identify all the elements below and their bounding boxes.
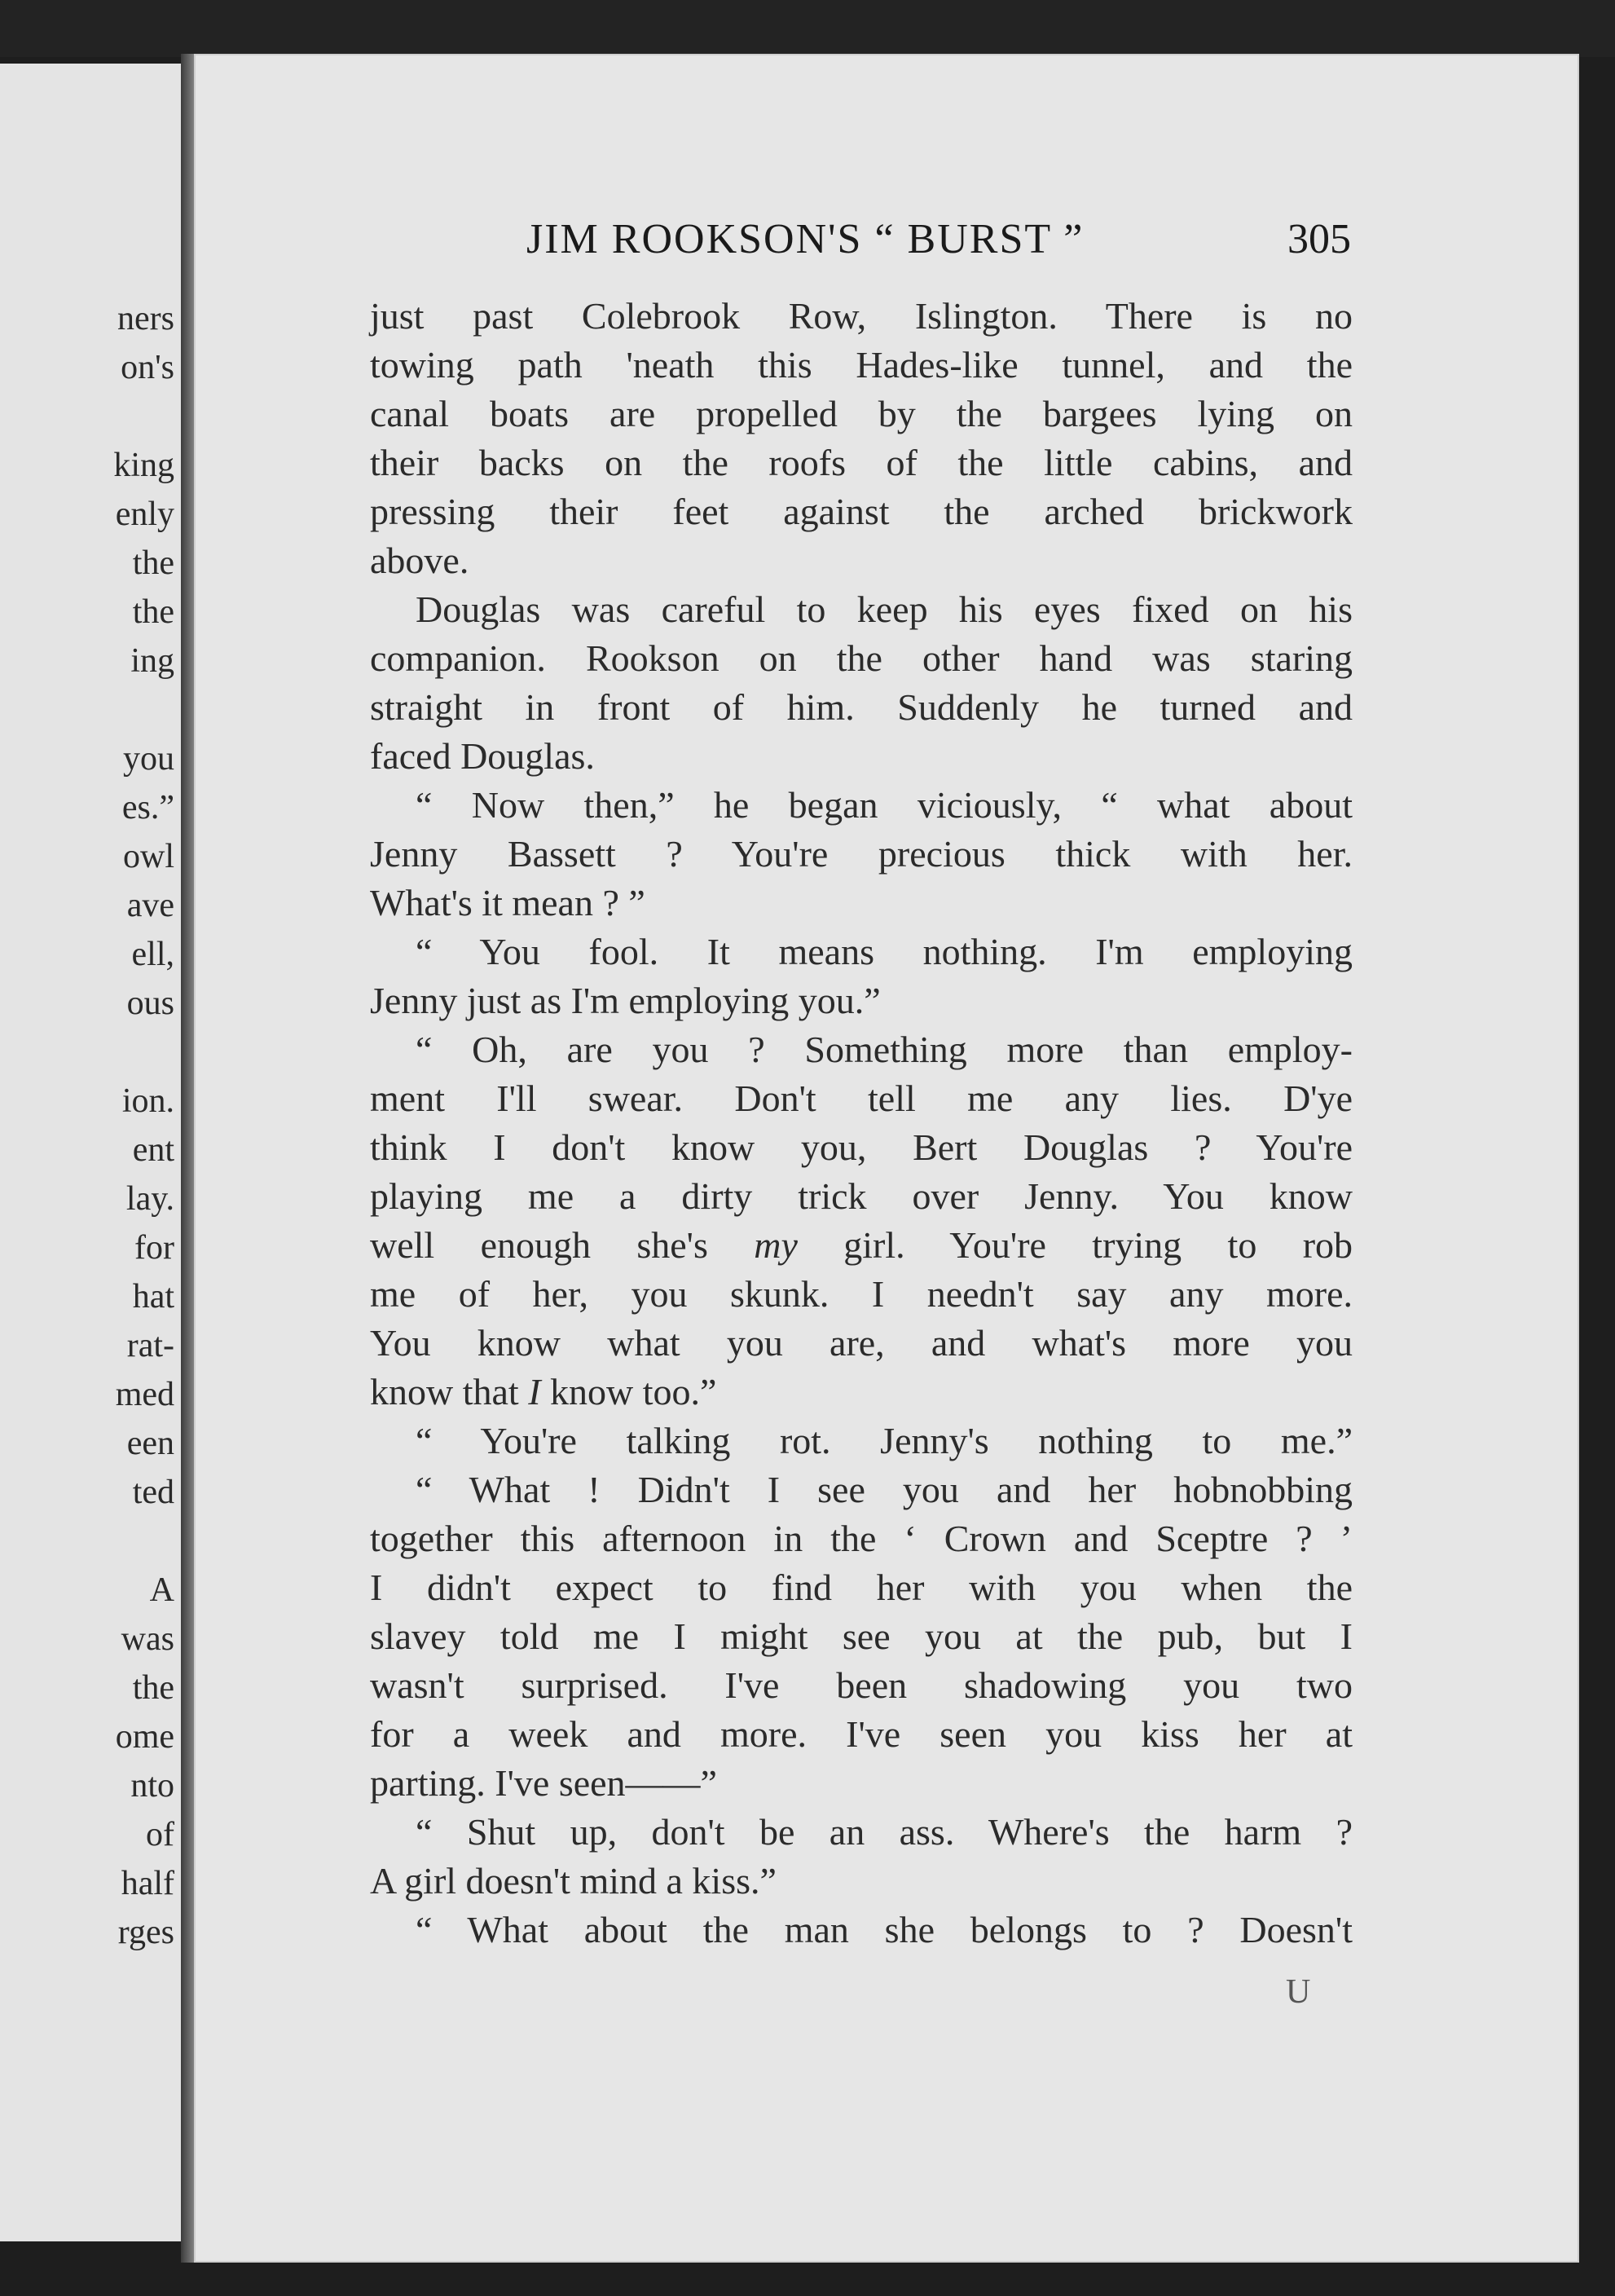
text-line: just past Colebrook Row, Islington. There is no [370,295,1353,337]
text-line: companion. Rookson on the other hand was staring [370,637,1353,679]
facing-page-fragment: lay. [125,1180,174,1218]
italic-text: I [528,1371,541,1412]
text-line: Douglas was careful to keep his eyes fixed on his [416,588,1353,630]
facing-page-fragment: the [132,593,174,631]
facing-page-fragment: for [134,1229,174,1267]
facing-page-fragment: enly [115,496,174,533]
text-line: canal boats are propelled by the bargees lying on [370,393,1353,434]
text-line: faced Douglas. [370,735,595,777]
text-line: for a week and more. I've seen you kiss her at [370,1713,1353,1755]
facing-page-fragment: ted [132,1474,174,1511]
text-segment: well enough she's [370,1224,708,1266]
facing-page-fragment: was [121,1620,174,1658]
signature-mark: U [1286,1973,1311,2011]
text-line: their backs on the roofs of the little cabins, and [370,442,1353,483]
text-line: wasn't surprised. I've been shadowing you two [370,1664,1353,1706]
facing-page-fragment: ome [115,1718,174,1756]
facing-page-fragment: een [126,1425,174,1462]
body-text [370,292,1353,1954]
facing-page-fragment: of [146,1816,174,1853]
facing-page-fragment: med [115,1376,174,1413]
text-line: You know what you are, and what's more you [370,1322,1353,1364]
text-line [370,1368,1353,1417]
text-segment: know that [370,1371,519,1412]
facing-page-fragment: hat [132,1278,174,1315]
italic-text: my [754,1224,798,1266]
text-line: together this afternoon in the ‘ Crown and Sceptre ? ’ [370,1518,1353,1559]
page-number: 305 [1287,216,1351,262]
facing-page-fragment: ous [126,985,174,1022]
text-line: pressing their feet against the arched brickwork [370,491,1353,532]
text-line: I didn't expect to find her with you when the [370,1567,1353,1608]
text-line: “ What ! Didn't I see you and her hobnobbing [416,1469,1353,1510]
running-header [526,215,1351,264]
facing-page-fragment: owl [123,838,174,875]
text-line: Jenny just as I'm employing you.” [370,980,881,1021]
facing-page-fragment: ners [117,300,174,337]
text-segment: girl. You're trying to rob [843,1224,1353,1266]
text-line: “ You're talking rot. Jenny's nothing to me.” [416,1420,1353,1461]
facing-page-fragment: the [132,544,174,582]
text-line: Jenny Bassett ? You're precious thick with her. [370,833,1353,875]
text-line: towing path 'neath this Hades-like tunnel, and the [370,344,1353,386]
facing-page-fragment: ent [132,1131,174,1169]
text-line: “ What about the man she belongs to ? Doesn't [416,1909,1353,1950]
text-line: “ Oh, are you ? Something more than employ- [416,1029,1353,1070]
facing-page-fragment: ave [126,887,174,924]
text-line: “ Now then,” he began viciously, “ what about [416,784,1353,826]
facing-page-fragment: ell, [131,936,174,973]
text-line: me of her, you skunk. I needn't say any more. [370,1273,1353,1315]
text-line: ment I'll swear. Don't tell me any lies. D'ye [370,1077,1353,1119]
text-line: “ You fool. It means nothing. I'm employing [416,931,1353,972]
facing-page-fragment: you [123,740,174,778]
facing-page-fragment: half [121,1865,174,1902]
text-line: “ Shut up, don't be an ass. Where's the harm ? [416,1811,1353,1853]
text-line: think I don't know you, Bert Douglas ? You're [370,1126,1353,1168]
text-line: above. [370,540,469,581]
facing-page-fragment: A [149,1571,174,1609]
text-line: straight in front of him. Suddenly he turned and [370,686,1353,728]
running-title: JIM ROOKSON'S “ BURST ” [526,216,1085,262]
text-line: slavey told me I might see you at the pub, but I [370,1615,1353,1657]
facing-page-fragment: king [113,447,174,484]
facing-page-fragment: rat- [126,1327,174,1364]
text-line: parting. I've seen——” [370,1762,717,1804]
facing-page-fragment: rges [117,1914,174,1951]
facing-page-fragment: nto [130,1767,174,1805]
facing-page-fragment: on's [121,349,174,386]
text-line: playing me a dirty trick over Jenny. You know [370,1175,1353,1217]
text-line: A girl doesn't mind a kiss.” [370,1860,777,1902]
facing-page [0,64,186,2241]
text-line: What's it mean ? ” [370,882,645,923]
facing-page-fragment: the [132,1669,174,1707]
text-segment: know too.” [550,1371,717,1412]
facing-page-fragment: ion. [121,1082,174,1120]
scan-background [0,0,1615,57]
text-line [370,1221,1353,1270]
facing-page-fragment: ing [130,642,174,680]
facing-page-fragment: es.” [121,789,174,826]
